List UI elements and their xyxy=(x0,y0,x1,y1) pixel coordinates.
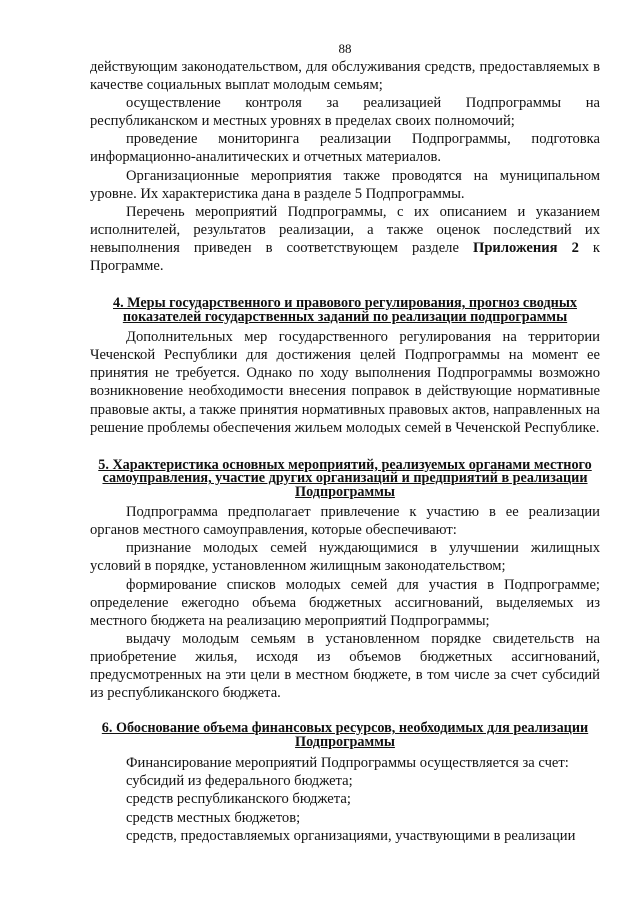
paragraph: средств местных бюджетов; xyxy=(126,809,301,826)
text-run: Перечень мероприятий Подпрограммы, с их описанием и указанием исполнителей, результатов реализации, а также оценок последствий их невыполнения приведен в соответствующем разделе xyxy=(90,203,600,256)
document-page xyxy=(90,0,600,845)
paragraph: субсидий из федерального бюджета; xyxy=(126,773,353,790)
paragraph: средств республиканского бюджета; xyxy=(126,791,351,808)
appendix-reference: Приложения 2 xyxy=(472,239,579,256)
paragraph: Финансирование мероприятий Подпрограммы осуществляется за счет: xyxy=(126,755,569,772)
paragraph: действующим законодательством, для обслуживания средств, предоставляемых в качестве социальных выплат молодым семьям; xyxy=(90,59,600,94)
paragraph: Подпрограмма предполагает привлечение к участию в ее реализации органов местного самоуправления, которые обеспечивают: xyxy=(90,504,600,539)
paragraph: признание молодых семей нуждающимися в улучшении жилищных условий в порядке, установленном жилищным законодательством; xyxy=(90,540,600,575)
section-4-heading: 4. Меры государственного и правового регулирования, прогноз сводных показателей государственных заданий по реализации подпрограммы xyxy=(112,295,578,325)
section-5-body xyxy=(90,503,600,702)
text-run: к Программе. xyxy=(90,239,600,275)
section-6-heading: 6. Обоснование объема финансовых ресурсов, необходимых для реализации Подпрограммы xyxy=(101,720,589,750)
section-5-heading: 5. Характеристика основных мероприятий, реализуемых органами местного самоуправления, участие других организаций и предприятий в реализации Подпрограммы xyxy=(98,456,592,500)
paragraph: выдачу молодым семьям в установленном порядке свидетельств на приобретение жилья, исходя из объемов бюджетных ассигнований, предусмотренных на эти цели в местном бюджете, в том числе за счет субсидий из республиканского бюджета. xyxy=(90,630,600,702)
intro-block xyxy=(90,58,600,275)
section-4-body xyxy=(90,328,600,437)
section-6-body xyxy=(90,754,600,844)
paragraph: средств, предоставляемых организациями, участвующими в реализации xyxy=(126,827,576,844)
paragraph: формирование списков молодых семей для участия в Подпрограмме; определение ежегодно объема бюджетных ассигнований, выделяемых из местного бюджета на реализацию мероприятий Подпрограммы; xyxy=(90,576,600,629)
paragraph: проведение мониторинга реализации Подпрограммы, подготовка информационно-аналитических и отчетных материалов. xyxy=(90,131,600,166)
paragraph: Дополнительных мер государственного регулирования на территории Чеченской Республики для достижения целей Подпрограммы на момент ее принятия не требуется. Однако по ходу выполнения Подпрограммы возможно возникновение необходимости внесения поправок в действующие нормативные правовые акты, а также принятия нормативных правовых актов, направленных на решение проблемы обеспечения жильем молодых семей в Чеченской Республике. xyxy=(90,329,600,436)
measures-paragraph xyxy=(90,203,600,275)
paragraph: осуществление контроля за реализацией Подпрограммы на республиканском и местных уровнях в пределах своих полномочий; xyxy=(90,95,600,130)
page-number: 88 xyxy=(338,41,352,56)
paragraph: Организационные мероприятия также проводятся на муниципальном уровне. Их характеристика дана в разделе 5 Подпрограммы. xyxy=(90,167,600,202)
